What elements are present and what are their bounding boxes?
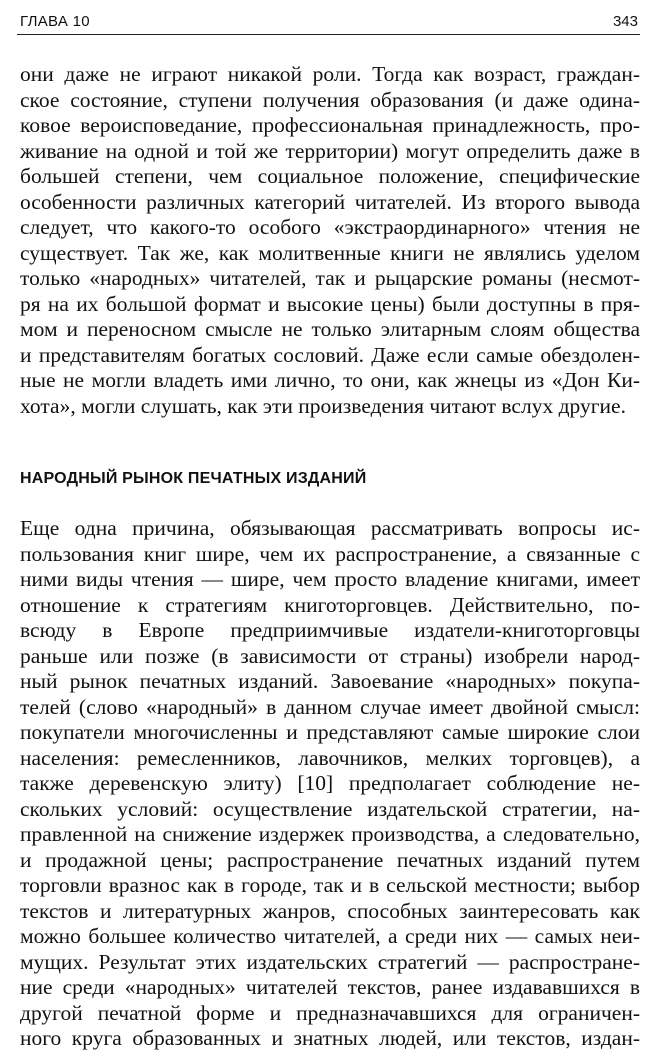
- paragraph-2: [20, 516, 640, 1052]
- text-line: существует. Так же, как молитвенные книги не являлись уделом: [20, 240, 640, 265]
- text-line: пользования книг шире, чем их распространение, а связанные с: [20, 541, 640, 566]
- text-line: ного круга образованных и знатных людей, или текстов, издан-: [20, 1026, 640, 1050]
- text-line: текстов и литературных жанров, способных заинтересовать как: [20, 898, 640, 923]
- text-line: ними виды чтения — шире, чем просто владение книгами, имеет: [20, 567, 640, 591]
- chapter-title: ГЛАВА 10: [20, 13, 90, 30]
- text-line: ковое вероисповедание, профессиональная принадлежность, про-: [20, 113, 640, 137]
- text-line: также деревенскую элиту) [10] предполагает соблюдение не-: [20, 771, 640, 795]
- text-line: другой печатной форме и предназначавшихся для ограничен-: [20, 1000, 640, 1025]
- text-line: торговли вразнос как в городе, так и в сельской местности; выбор: [20, 873, 640, 897]
- running-header: [17, 10, 640, 35]
- text-line: ское состояние, ступени получения образования (и даже одина-: [20, 87, 640, 112]
- text-line: всюду в Европе предприимчивые издатели-книготорговцы: [20, 618, 640, 642]
- text-line: большей степени, чем социальное положение, специфические: [20, 164, 640, 188]
- text-line: следует, что какого-то особого «экстраординарного» чтения не: [20, 215, 640, 239]
- text-line: они даже не играют никакой роли. Тогда как возраст, граждан-: [20, 62, 640, 86]
- text-line: телей (слово «народный» в данном случае имеет двойной смысл:: [20, 694, 640, 719]
- text-line: мом и переносном смысле не только элитарным слоям общества: [20, 317, 640, 341]
- section-heading: НАРОДНЫЙ РЫНОК ПЕЧАТНЫХ ИЗДАНИЙ: [20, 470, 367, 487]
- paragraph-1: [20, 62, 640, 419]
- text-line: только «народных» читателей, так и рыцарские романы (несмот-: [20, 266, 640, 290]
- page-number: 343: [612, 13, 638, 30]
- text-line: Еще одна причина, обязывающая рассматривать вопросы ис-: [20, 516, 640, 540]
- text-line: хота», могли слушать, как эти произведения читают вслух другие.: [20, 393, 626, 418]
- text-line: особенности различных категорий читателей. Из второго вывода: [20, 189, 640, 214]
- text-line: скольких условий: осуществление издательской стратегии, на-: [20, 796, 640, 821]
- text-line: и продажной цены; распространение печатных изданий путем: [20, 847, 640, 872]
- text-line: мущих. Результат этих издательских стратегий — распростране-: [20, 949, 640, 974]
- text-line: правленной на снижение издержек производства, а следовательно,: [20, 822, 640, 846]
- text-line: живание на одной и той же территории) могут определить даже в: [20, 138, 640, 163]
- text-line: ный рынок печатных изданий. Завоевание «народных» покупа-: [20, 669, 640, 693]
- text-line: покупатели многочисленны и представляют самые широкие слои: [20, 720, 640, 744]
- text-line: отношение к стратегиям книготорговцев. Действительно, по-: [20, 592, 640, 617]
- text-line: ря на их большой формат и высокие цены) были доступны в пря-: [20, 291, 640, 316]
- text-line: ние среди «народных» читателей текстов, ранее издававшихся в: [20, 975, 640, 999]
- text-line: ные не могли владеть ими лично, то они, как жнецы из «Дон Ки-: [20, 368, 640, 392]
- text-line: населения: ремесленников, лавочников, мелких торговцев), а: [20, 745, 640, 770]
- text-line: раньше или позже (в зависимости от страны) изобрели народ-: [20, 643, 640, 668]
- text-line: можно большее количество читателей, а среди них — самых неи-: [20, 924, 640, 948]
- text-line: и представителям богатых сословий. Даже если самые обездолен-: [20, 342, 640, 367]
